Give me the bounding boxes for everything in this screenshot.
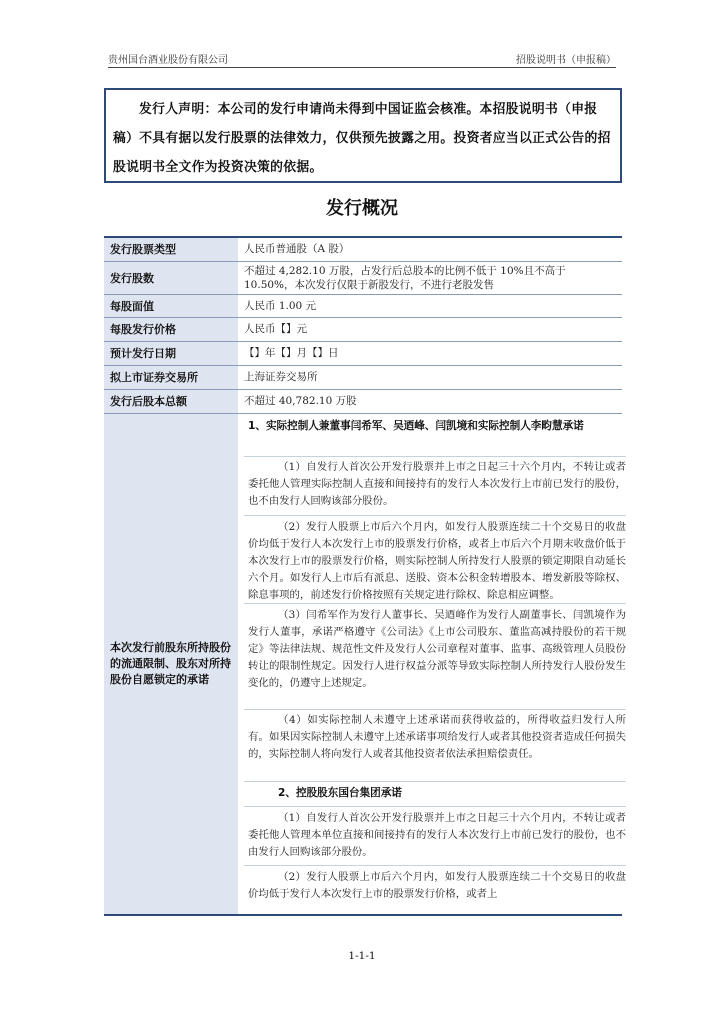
table-row xyxy=(104,261,622,294)
table-row xyxy=(104,365,622,389)
commitment-paragraph: （2）发行人股票上市后六个月内，如发行人股票连续二十个交易日的收盘价均低于发行人本次发行上市的股票发行价格，或者上 xyxy=(248,870,626,900)
commitment-heading: 1、实际控制人兼董事闫希军、吴迺峰、闫凯境和实际控制人李畇慧承诺 xyxy=(248,419,584,432)
header-divider xyxy=(108,67,616,68)
table-row xyxy=(104,317,622,341)
row-value: 【】年【】月【】日 xyxy=(238,341,622,365)
row-label: 发行股票类型 xyxy=(104,237,238,261)
commitment-paragraph: （2）发行人股票上市后六个月内，如发行人股票连续二十个交易日的收盘价均低于发行人本次发行上市的股票发行价格，或者上市后六个月期末收盘价低于本次发行上市的股票发行价格，则实际控制人所持发行人股票的锁定期限自动延长六个月。如发行人上市后有派息、送股、资本公积金转增股本、增发新股等除权、除息事项的，前述发行价格按照有关规定进行除权、除息相应调整。 xyxy=(248,520,626,601)
row-label: 预计发行日期 xyxy=(104,341,238,365)
divider xyxy=(244,709,626,710)
table-row xyxy=(104,294,622,317)
header-company: 贵州国台酒业股份有限公司 xyxy=(108,55,228,66)
row-value: 不超过 40,782.10 万股 xyxy=(238,389,622,413)
row-value: 人民币 1.00 元 xyxy=(238,294,622,317)
row-value: 上海证券交易所 xyxy=(238,365,622,389)
divider xyxy=(244,806,626,807)
commitment-paragraph: （1）自发行人首次公开发行股票并上市之日起三十六个月内，不转让或者委托他人管理实际控制人直接和间接持有的发行人本次发行上市前已发行的股份，也不由发行人回购该部分股份。 xyxy=(248,460,626,507)
divider xyxy=(244,603,626,604)
row-label: 拟上市证券交易所 xyxy=(104,365,238,389)
running-header xyxy=(108,50,616,66)
divider xyxy=(244,515,626,516)
commitment-heading: 2、控股股东国台集团承诺 xyxy=(278,786,402,799)
commitments-cell xyxy=(238,413,626,915)
commitment-paragraph: （4）如实际控制人未遵守上述承诺而获得收益的，所得收益归发行人所有。如果因实际控制人未遵守上述承诺事项给发行人或者其他投资者造成任何损失的，实际控制人将向发行人或者其他投资者依法承担赔偿责任。 xyxy=(248,713,626,760)
row-value: 人民币普通股（A 股） xyxy=(238,237,622,261)
table-row xyxy=(104,413,622,915)
row-label: 每股发行价格 xyxy=(104,317,238,341)
divider xyxy=(244,456,626,457)
row-label: 每股面值 xyxy=(104,294,238,317)
table-row xyxy=(104,389,622,413)
divider xyxy=(244,781,626,782)
table-row xyxy=(104,341,622,365)
row-value: 不超过 4,282.10 万股，占发行后总股本的比例不低于 10%且不高于 10.50%，本次发行仅限于新股发行，不进行老股发售 xyxy=(238,261,622,294)
table-row xyxy=(104,237,622,261)
row-value: 人民币【】元 xyxy=(238,317,622,341)
header-doc-type: 招股说明书（申报稿） xyxy=(516,55,616,66)
commitment-paragraph: （1）自发行人首次公开发行股票并上市之日起三十六个月内，不转让或者委托他人管理本单位直接和间接持有的发行人本次发行上市前已发行的股份，也不由发行人回购该部分股份。 xyxy=(248,811,626,858)
row-label: 发行后股本总额 xyxy=(104,389,238,413)
issuer-statement: 发行人声明：本公司的发行申请尚未得到中国证监会核准。本招股说明书（申报稿）不具有据以发行股票的法律效力，仅供预先披露之用。投资者应当以正式公告的招股说明书全文作为投资决策的依据。 xyxy=(104,88,622,183)
page-title: 发行概况 xyxy=(326,198,398,219)
page-number: 1-1-1 xyxy=(348,950,376,962)
row-label: 发行股数 xyxy=(104,261,238,294)
divider xyxy=(244,865,626,866)
offering-overview-table xyxy=(104,236,626,916)
commitment-paragraph: （3）闫希军作为发行人董事长、吴迺峰作为发行人副董事长、闫凯境作为发行人董事，承诺严格遵守《公司法》《上市公司股东、董监高减持股份的若干规定》等法律法规、规范性文件及发行人公司章程对董事、监事、高级管理人员股份转让的限制性规定。因发行人进行权益分派等导致实际控制人所持发行人股份发生变化的，仍遵守上述规定。 xyxy=(248,608,626,689)
row-label: 本次发行前股东所持股份的流通限制、股东对所持股份自愿锁定的承诺 xyxy=(104,413,238,915)
